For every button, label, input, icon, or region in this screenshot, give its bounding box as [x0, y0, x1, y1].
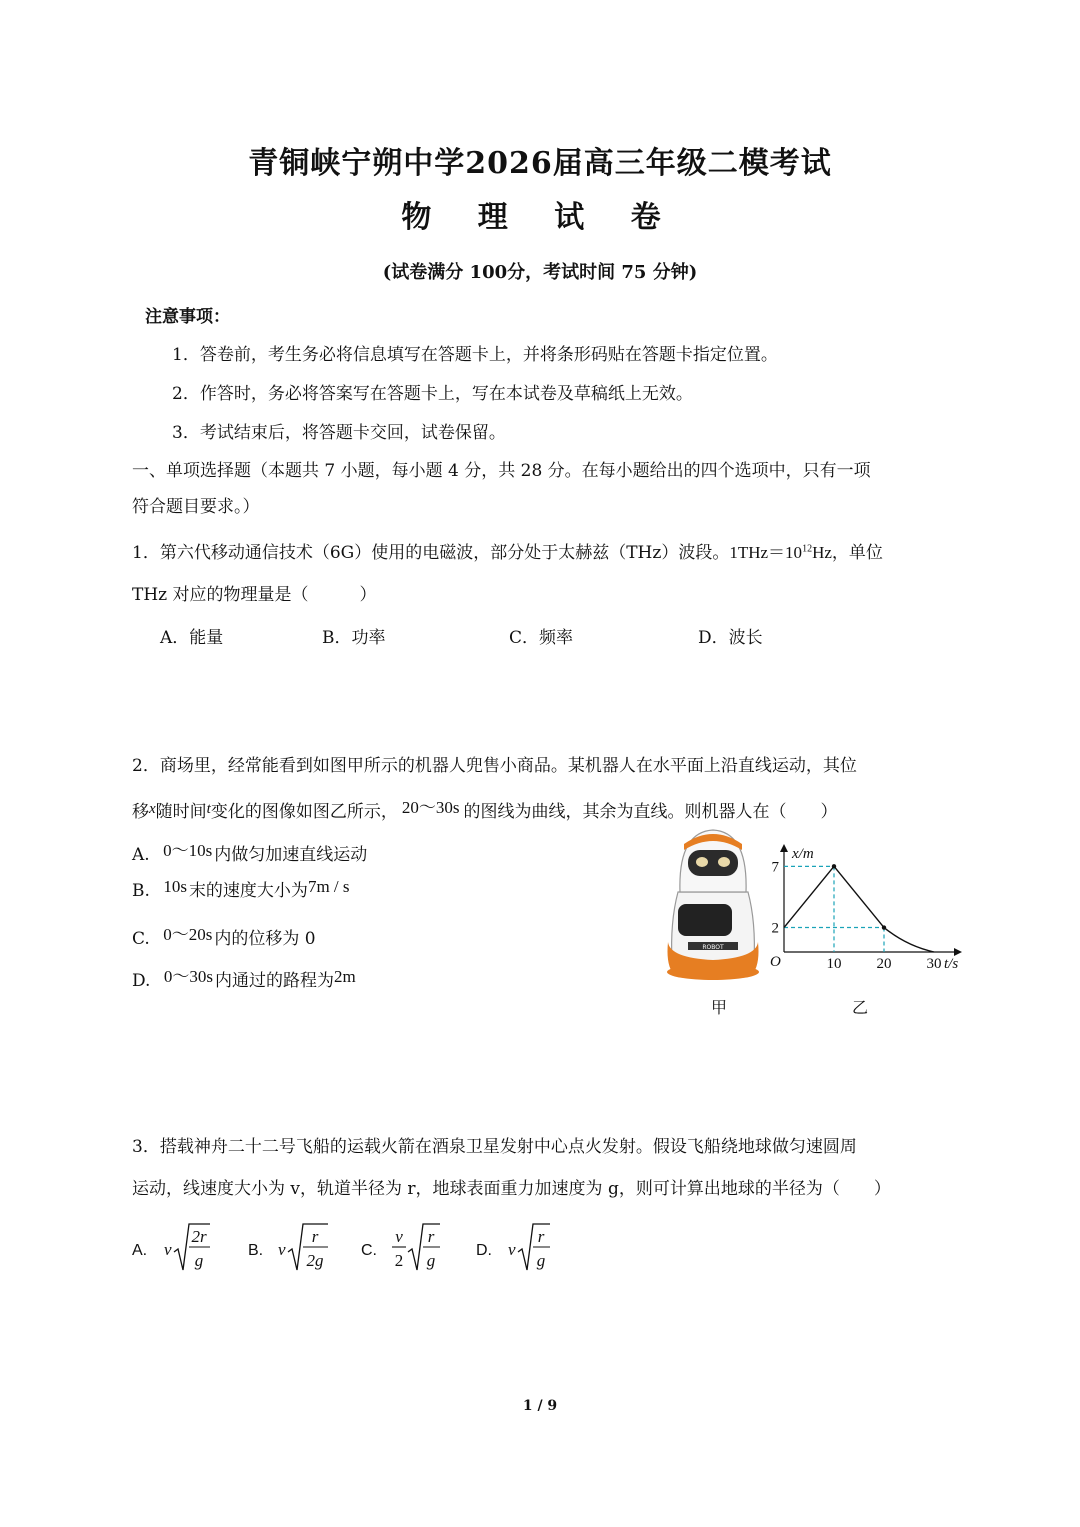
- x-axis-arrow: [954, 948, 962, 956]
- q2-stem-line1: 2．商场里，经常能看到如图甲所示的机器人兜售小商品。某机器人在水平面上沿直线运动，其位: [132, 756, 857, 776]
- page-number: 1 / 9: [522, 1398, 558, 1414]
- q2-stem-line2: [132, 793, 837, 822]
- option-math: 0～20s: [163, 925, 213, 944]
- notice-item: 2．作答时，务必将答案写在答题卡上，写在本试卷及草稿纸上无效。: [172, 384, 693, 404]
- option-math2: 7m / s: [307, 877, 350, 896]
- q3-option-c-coef-den: 2: [394, 1251, 404, 1270]
- robot-screen: [678, 904, 732, 936]
- q3-option-b-letter: B.: [248, 1242, 264, 1259]
- q2-option-d: [132, 962, 356, 991]
- q3-options: [128, 1218, 568, 1280]
- section-heading: 一、单项选择题（本题共 7 小题，每小题 4 分，共 28 分。在每小题给出的四个选项中，只有一项: [132, 461, 871, 481]
- option-letter: A.: [132, 845, 150, 865]
- option-text: 内的位移为 0: [214, 929, 316, 949]
- q3-option-b-den: 2g: [306, 1251, 324, 1270]
- y-axis-arrow: [780, 844, 788, 852]
- robot-face: [688, 850, 738, 876]
- x-tick-label: 30: [926, 956, 942, 972]
- q3-option-a-den: g: [194, 1251, 204, 1270]
- q3-option-c-letter: C.: [361, 1242, 377, 1259]
- q3-stem-line1: 3．搭载神舟二十二号飞船的运载火箭在酒泉卫星发射中心点火发射。假设飞船绕地球做匀速圆周: [132, 1137, 857, 1157]
- x-axis-label: t/s: [944, 956, 959, 972]
- robot-figure: [658, 822, 768, 982]
- option-math: 10s: [163, 877, 187, 896]
- q3-option-b-num: r: [311, 1227, 319, 1246]
- q1-text: 1．第六代移动通信技术（6G）使用的电磁波，部分处于太赫兹（THz）波段。: [132, 543, 730, 563]
- figure-caption-yi: 乙: [852, 998, 869, 1017]
- option-letter: D.: [132, 971, 151, 991]
- q2-var-t: t: [206, 801, 211, 817]
- q2-text-e: 的图线为曲线，其余为直线。则机器人在（ ）: [463, 802, 838, 822]
- q3-option-c-den: g: [426, 1251, 436, 1270]
- exam-title: 青铜峡宁朔中学2026届高三年级二模考试: [248, 146, 832, 181]
- notice-item: 1．答卷前，考生务必将信息填写在答题卡上，并将条形码贴在答题卡指定位置。: [172, 345, 778, 365]
- q3-option-a-num: 2r: [191, 1227, 207, 1246]
- y-tick-label: 7: [771, 859, 779, 876]
- option-letter: B.: [132, 881, 150, 901]
- q3-option-c-num: r: [427, 1227, 435, 1246]
- y-axis-label: x/m: [792, 846, 814, 862]
- q1-eq-lhs: 1THz＝10: [729, 543, 803, 562]
- option-letter: C.: [132, 929, 150, 949]
- notice-heading: 注意事项：: [145, 307, 230, 327]
- xt-graph: [764, 836, 970, 976]
- q3-option-d-den: g: [536, 1251, 546, 1270]
- q3-option-d-coef: v: [508, 1240, 516, 1259]
- q1-option-c: C．频率: [509, 628, 574, 648]
- q2-option-a: [132, 836, 367, 865]
- section-heading-cont: 符合题目要求。）: [132, 497, 260, 517]
- q2-interval: 20～30s: [401, 798, 460, 817]
- q3-option-b-coef: v: [278, 1240, 286, 1259]
- q3-stem-line2: 运动，线速度大小为 v，轨道半径为 r，地球表面重力加速度为 g，则可计算出地球的半径为（ ）: [132, 1179, 891, 1199]
- q3-option-d-num: r: [537, 1227, 545, 1246]
- q1-option-b: B．功率: [322, 628, 386, 648]
- x-tick-label: 10: [826, 956, 842, 972]
- xt-curve-20-30: [884, 928, 934, 952]
- xt-point-peak: [832, 864, 836, 868]
- xt-segment-10-20: [834, 866, 884, 927]
- option-text: 内通过的路程为: [214, 971, 334, 991]
- robot-eye-left: [696, 857, 708, 867]
- notice-item: 3．考试结束后，将答题卡交回，试卷保留。: [172, 423, 506, 443]
- q1-eq-rhs: Hz，单位: [812, 543, 883, 562]
- q2-option-b: [132, 876, 350, 901]
- q3-option-d-letter: D.: [476, 1242, 492, 1259]
- option-text: 内做匀加速直线运动: [214, 845, 368, 865]
- q2-text-a: 移: [132, 802, 149, 822]
- origin-label: O: [770, 954, 781, 970]
- option-text: 末的速度大小为: [188, 881, 308, 901]
- subject-title: [0, 192, 1080, 236]
- q1-eq-exp: 12: [802, 543, 813, 555]
- q3-option-a-letter: A.: [132, 1242, 148, 1259]
- xt-point-knee: [882, 925, 886, 929]
- exam-meta: (试卷满分 100分，考试时间 75 分钟): [382, 262, 698, 283]
- robot-label: ROBOT: [702, 944, 724, 951]
- figure-caption-jia: 甲: [711, 998, 728, 1017]
- q1-option-d: D．波长: [698, 628, 763, 648]
- q1-stem-line1: [132, 538, 883, 563]
- q3-option-a-coef: v: [164, 1240, 172, 1259]
- option-math2: 2m: [333, 967, 356, 986]
- option-math: 0～10s: [163, 841, 213, 860]
- y-tick-label: 2: [771, 920, 779, 937]
- x-tick-label: 20: [876, 956, 892, 972]
- robot-eye-right: [718, 857, 730, 867]
- option-math: 0～30s: [163, 967, 213, 986]
- subject-text: 物 理 试 卷: [401, 200, 679, 235]
- q2-option-c: [132, 920, 316, 949]
- q1-option-a: A．能量: [160, 628, 224, 648]
- xt-segment-0-10: [784, 866, 834, 927]
- q1-stem-line2: THz 对应的物理量是（ ）: [132, 585, 377, 605]
- q2-var-x: x: [149, 801, 156, 817]
- q2-text-b: 随时间: [155, 802, 207, 822]
- q2-text-c: 变化的图像如图乙所示，: [210, 802, 398, 822]
- q3-option-c-coef-num: v: [395, 1227, 403, 1246]
